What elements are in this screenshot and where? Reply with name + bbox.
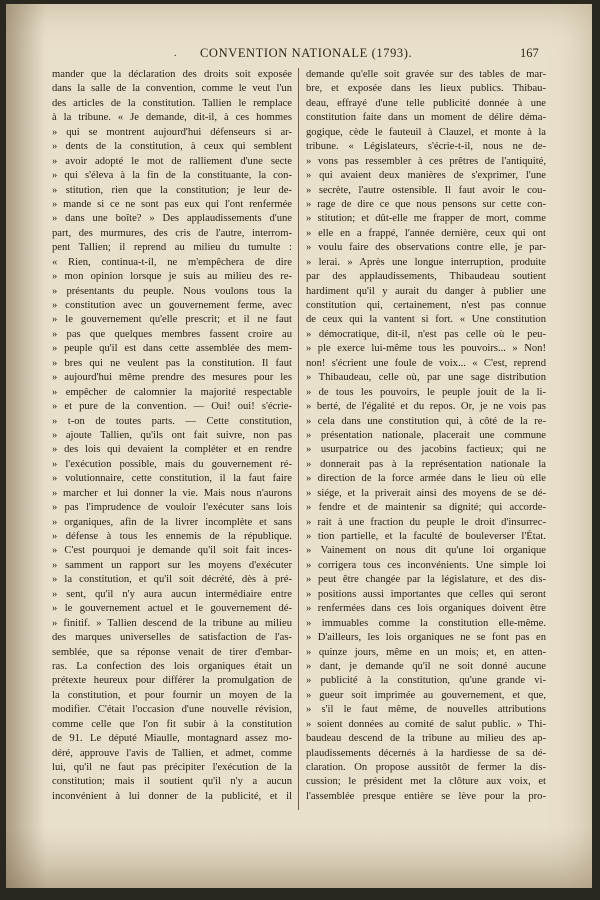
- text-line: » aujourd'hui même prendre des mesures pour les: [52, 372, 292, 384]
- text-line: » ajoute Tallien, qu'ils ont fait suivre, non pas: [52, 429, 292, 441]
- text-line: non! s'écrient une foule de voix... « C'est, reprend: [306, 357, 546, 369]
- text-line: » fendre et de maintenir sa dignité; qui accorde-: [306, 502, 546, 514]
- text-line: » qui avaient deux manières de s'exprimer, l'une: [306, 170, 546, 182]
- text-line: » cela dans une constitution qui, à côté de la re-: [306, 415, 546, 427]
- text-line: deau, effrayé d'une telle publicité donnée à une: [306, 97, 546, 109]
- text-line: » marcher et lui donner la vie. Mais nous n'aurons: [52, 487, 292, 499]
- page-number: 167: [520, 46, 539, 60]
- text-line: hardiment qu'il y aurait du danger à publier une: [306, 285, 546, 297]
- text-line: » le gouvernement actuel et le gouvernement dé-: [52, 603, 292, 615]
- text-line: » secrète, l'autre ostensible. Il faut avoir le cou-: [306, 184, 546, 196]
- text-line: la constitution, et pour fournir un moyen de la: [52, 689, 292, 701]
- text-line: ras. La confection des lois organiques était un: [52, 660, 292, 672]
- text-line: » pas l'imprudence de vouloir l'exécuter sans lois: [52, 502, 292, 514]
- header-title: CONVENTION NATIONALE (1793).: [200, 46, 413, 60]
- text-line: » positions aussi importantes que celles qui seront: [306, 588, 546, 600]
- text-line: » des lois qui devaient la compléter et en rendre: [52, 444, 292, 456]
- text-line: » siége, et la priverait ainsi des moyens de se dé-: [306, 487, 546, 499]
- text-line: » quinze jours, même en un mois; et, en atten-: [306, 646, 546, 658]
- text-line: » Thibaudeau, celle où, par une sage distribution: [306, 372, 546, 384]
- text-line: » gueur soit imprimée au gouvernement, et que,: [306, 689, 546, 701]
- text-line: à la tribune. « Je demande, dit-il, à ces hommes: [52, 112, 292, 124]
- text-line: » direction de la force armée dans le lieu où elle: [306, 473, 546, 485]
- text-line: » tion partielle, et la faculté de bouleverser l'État.: [306, 531, 546, 542]
- text-line: » présentants du peuple. Nous voulons tous la: [52, 285, 292, 297]
- text-line: » mande si ce ne sont pas eux qui l'ont renfermée: [52, 198, 292, 210]
- text-line: » Vainement on nous dit qu'une loi organique: [306, 545, 546, 557]
- text-line: » publicité à la constitution, qu'une grande vi-: [306, 675, 546, 687]
- text-line: » berté, de l'égalité et du repos. Or, je ne vois pas: [306, 401, 546, 413]
- text-line: » qui s'éleva à la fin de la constituante, la con-: [52, 170, 292, 182]
- text-line: » la constitution, et qu'il soit décrété, dès à pré-: [52, 574, 292, 586]
- text-line: » stitution, rien que la constitution; je leur de-: [52, 184, 292, 196]
- text-line: tribune. « Législateurs, s'écrie-t-il, nous ne de-: [306, 141, 546, 153]
- text-line: bre, et exposée dans les lieux publics. Thibau-: [306, 83, 546, 95]
- text-line: « Rien, continua-t-il, ne m'empêchera de dire: [52, 256, 292, 268]
- text-line: » constitution avec un gouvernement ferme, avec: [52, 300, 292, 311]
- text-line: constitution faite dans un moment de délire déma-: [306, 112, 546, 124]
- text-line: inconvénient à lui donner de la publicité, et il: [52, 790, 292, 802]
- text-line: modifier. C'était l'occasion d'une nouvelle révision,: [52, 704, 292, 716]
- text-line: constitution qui, certainement, n'est pas connue: [306, 300, 546, 311]
- text-line: » donnerait pas à la représentation nationale la: [306, 458, 546, 470]
- text-line: » qui se montrent aujourd'hui défenseurs si ar-: [52, 126, 292, 138]
- header-dot: .: [174, 48, 177, 59]
- text-line: constitution; mais il soutient qu'il n'y a aucun: [52, 776, 292, 788]
- column-divider: [298, 68, 299, 810]
- text-line: l'assemblée presque entière se lève pour la pro-: [306, 790, 546, 802]
- text-line: » empêcher de calomnier la majorité respectable: [52, 386, 292, 398]
- text-line: » peut être changée par la législature, et des dis-: [306, 574, 546, 586]
- text-line: » mon opinion lorsque je suis au milieu des re-: [52, 271, 292, 283]
- text-line: » et pure de la convention. — Oui! oui! s'écrie-: [52, 401, 292, 413]
- text-line: » rait à une fraction du peuple le droit d'insurrec-: [306, 516, 546, 528]
- running-header: [6, 46, 592, 62]
- text-line: » s'il le faut même, de nouvelles attributions: [306, 704, 546, 716]
- right-text-column: [306, 68, 546, 804]
- text-line: » sent, qu'il n'y aura aucun intermédiaire entre: [52, 588, 292, 600]
- text-line: par des applaudissements, Thibaudeau soutient: [306, 271, 546, 283]
- text-line: » lerai. » Après une longue interruption, produite: [306, 256, 546, 268]
- text-line: » pas que quelques membres fassent croire au: [52, 328, 292, 340]
- text-line: » avoir adopté le mot de ralliement d'une secte: [52, 155, 292, 167]
- text-line: baudeau descend de la tribune au milieu des ap-: [306, 733, 546, 745]
- text-line: » de tous les pouvoirs, le peuple jouit de la li-: [306, 386, 546, 398]
- text-line: » t-on de toutes parts. — Cette constitution,: [52, 415, 292, 427]
- text-line: des marques universelles de satisfaction de l'as-: [52, 632, 292, 644]
- text-line: » usurpatrice ou des jacobins factieux; qui ne: [306, 444, 546, 456]
- text-line: cussion; le président met la clôture aux voix, et: [306, 776, 546, 788]
- text-line: » l'exécution possible, mais du gouvernement ré-: [52, 458, 292, 470]
- text-line: » C'est pourquoi je demande qu'il soit fait inces-: [52, 545, 292, 557]
- text-line: » corrigera tous ces inconvénients. Une simple loi: [306, 559, 546, 571]
- page-gutter-shadow: [6, 4, 46, 888]
- text-line: » peuple qu'il est dans cette assemblée des mem-: [52, 343, 292, 355]
- text-line: gogique, cède le fauteuil à Clauzel, et monte à la: [306, 126, 546, 138]
- text-line: » finitif. » Tallien descend de la tribune au milieu: [52, 617, 292, 629]
- text-line: dans la salle de la convention, comme le veut l'un: [52, 83, 292, 95]
- text-line: » D'ailleurs, les lois organiques ne se font pas en: [306, 632, 546, 644]
- text-line: de 91. Le député Miaulle, montagnard assez mo-: [52, 733, 292, 745]
- text-line: mander que la déclaration des droits soit exposée: [52, 69, 292, 80]
- text-line: des articles de la constitution. Tallien le remplace: [52, 97, 292, 109]
- text-line: demande qu'elle soit gravée sur des tables de mar-: [306, 69, 546, 80]
- text-line: » ple exerce lui-même tous les pouvoirs... » Non!: [306, 343, 546, 355]
- text-line: semblée, que sa réponse venait de tirer d'embar-: [52, 646, 292, 658]
- text-line: » volutionnaire, cette constitution, il la faut faire: [52, 473, 292, 485]
- text-line: » présentation nationale, placerait une commune: [306, 429, 546, 441]
- text-line: » démocratique, dit-il, n'est pas celle où le peu-: [306, 328, 546, 340]
- text-line: comme celle que l'on fit subir à la constitution: [52, 718, 292, 730]
- text-line: lui, qu'il ne faut pas précipiter l'exécution de la: [52, 762, 292, 773]
- text-line: part, des murmures, des cris de l'autre, interrom-: [52, 227, 292, 239]
- text-line: de ceux qui la vantent si fort. « Une constitution: [306, 314, 546, 326]
- text-line: » stitution; et dût-elle me frapper de mort, comme: [306, 213, 546, 225]
- text-line: prétexte heureux pour différer la promulgation de: [52, 675, 292, 687]
- book-page: [6, 4, 592, 888]
- text-line: » samment un rapport sur les moyens d'exécuter: [52, 559, 292, 571]
- text-line: » renfermées dans ces lois organiques doivent être: [306, 603, 546, 615]
- text-line: » voulu faire des observations contre elle, je par-: [306, 242, 546, 254]
- left-text-column: [52, 68, 292, 804]
- text-line: plaudissements décernés à la hardiesse de sa dé-: [306, 747, 546, 759]
- text-line: » rage de dire ce que nous pensons sur cette con-: [306, 198, 546, 210]
- text-line: » défense à tous les ennemis de la république.: [52, 531, 292, 542]
- text-line: » dans une boîte? » Des applaudissements d'une: [52, 213, 292, 225]
- text-line: » organiques, afin de la livrer incomplète et sans: [52, 516, 292, 528]
- text-line: » bres qui ne veulent pas la constitution. Il faut: [52, 357, 292, 369]
- text-line: » immuables comme la constitution elle-même.: [306, 617, 546, 629]
- text-line: claration. On propose aussitôt de fermer la dis-: [306, 762, 546, 773]
- text-line: » soient données au comité de salut public. » Thi-: [306, 718, 546, 730]
- page-bottom-shade: [6, 828, 592, 888]
- text-line: » vons pas ressembler à ces prêtres de l'antiquité,: [306, 155, 546, 167]
- text-line: » dents de la constitution, à ceux qui semblent: [52, 141, 292, 153]
- text-line: déré, approuve l'avis de Tallien, et admet, comme: [52, 747, 292, 759]
- text-line: pent Tallien; il reprend au milieu du tumulte :: [52, 242, 292, 254]
- text-line: » dant, je demande qu'il ne soit donné aucune: [306, 660, 546, 672]
- text-line: » elle en a frappé, l'année dernière, ceux qui ont: [306, 227, 546, 239]
- text-line: » le gouvernement qu'elle prescrit; et il ne faut: [52, 314, 292, 326]
